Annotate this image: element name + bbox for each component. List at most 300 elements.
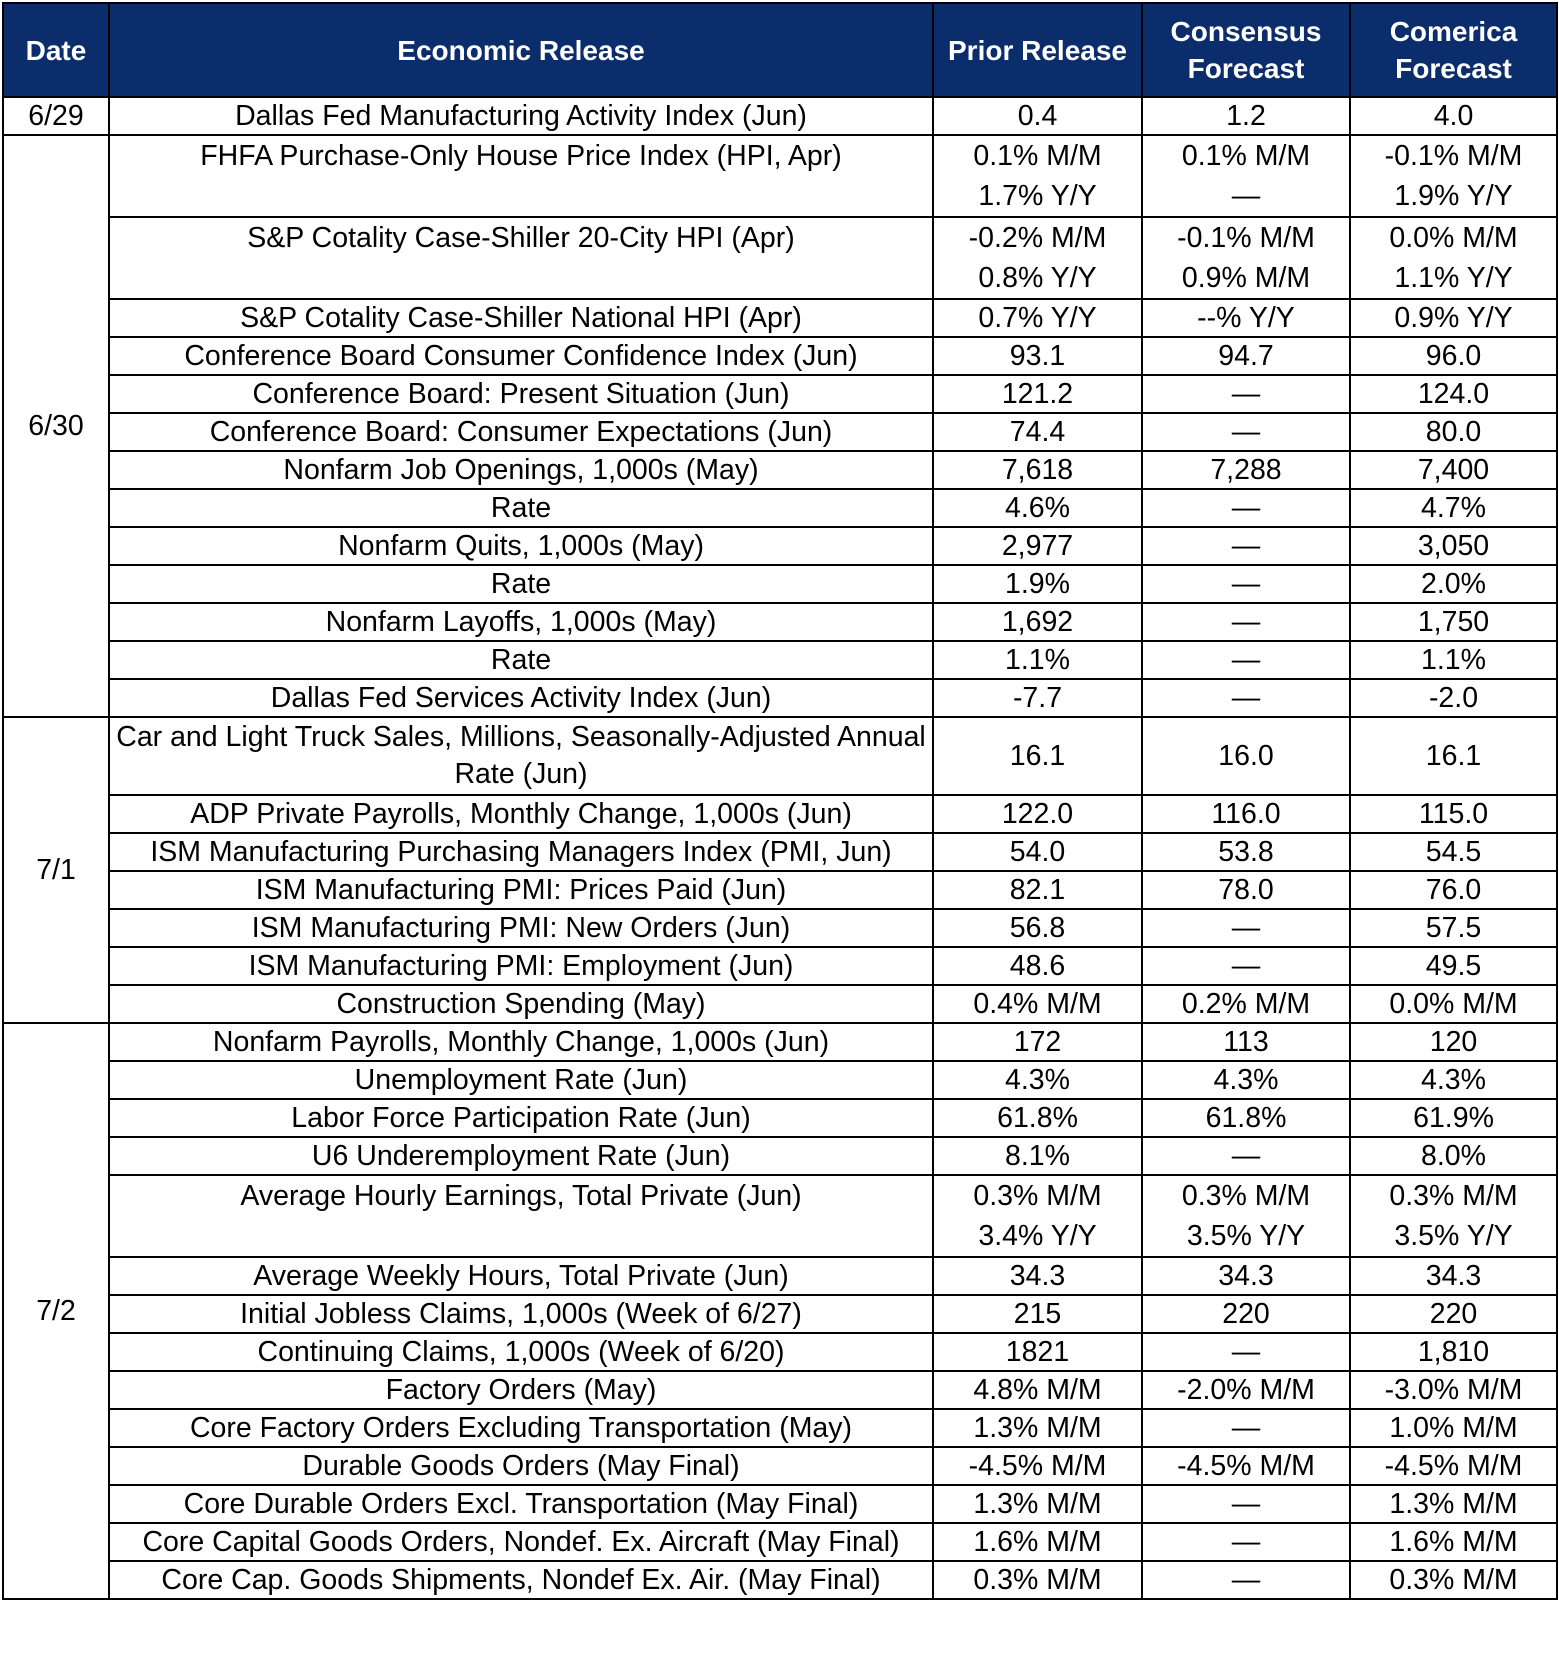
comerica-value-cell [1350,909,1557,947]
comerica-value: 96.0 [1425,340,1482,372]
table-row [3,1447,1557,1485]
header-consensus-forecast: Consensus Forecast [1142,3,1350,97]
release-name: Core Durable Orders Excl. Transportation (May Final) [183,1488,859,1520]
prior-value: 61.8% [997,1102,1078,1134]
prior-value: 7,618 [1001,454,1074,486]
consensus-value-cell [1142,795,1350,833]
table-row [3,717,1557,795]
table-row [3,1023,1557,1061]
comerica-value-cell [1350,985,1557,1023]
comerica-value: 1.0% M/M [1389,1412,1518,1444]
table-row [3,217,1557,299]
release-name-cell [109,413,933,451]
comerica-value-cell [1350,871,1557,909]
date-cell: 6/30 [3,135,109,717]
table-row [3,1175,1557,1257]
release-name: Unemployment Rate (Jun) [354,1064,688,1096]
release-name-cell [109,1333,933,1371]
consensus-value: — [1231,1564,1261,1596]
release-name: Conference Board: Consumer Expectations (Jun) [209,416,833,448]
release-name: S&P Cotality Case-Shiller National HPI (Apr) [240,302,802,334]
prior-value-cell [933,909,1142,947]
comerica-value: 54.5 [1425,836,1482,868]
prior-value: 1.1% [1005,644,1070,676]
comerica-value-cell [1350,1447,1557,1485]
prior-value-cell [933,603,1142,641]
prior-value: 122.0 [1001,798,1074,830]
release-name: Car and Light Truck Sales, Millions, Seasonally-Adjusted Annual Rate (Jun) [116,721,926,790]
prior-value-cell [933,795,1142,833]
table-row [3,871,1557,909]
header-row [3,3,1557,97]
header-comerica-forecast: Comerica Forecast [1350,3,1557,97]
prior-value-cell [933,871,1142,909]
comerica-value: 4.3% [1421,1064,1486,1096]
table-row [3,1257,1557,1295]
consensus-value-cell [1142,451,1350,489]
prior-value: 2,977 [1001,530,1074,562]
comerica-value-cell [1350,1099,1557,1137]
consensus-value: 61.8% [1205,1102,1287,1134]
release-name: Nonfarm Payrolls, Monthly Change, 1,000s (Jun) [212,1026,830,1058]
release-name-cell [109,947,933,985]
comerica-value: 57.5 [1425,912,1482,944]
prior-value-cell [933,1333,1142,1371]
consensus-value-cell [1142,1099,1350,1137]
consensus-value-cell [1142,413,1350,451]
consensus-value-cell [1142,217,1350,299]
prior-value: 48.6 [1009,950,1066,982]
comerica-value-cell [1350,679,1557,717]
release-name-cell [109,795,933,833]
comerica-value: 1.6% M/M [1389,1526,1518,1558]
comerica-value: 8.0% [1421,1140,1486,1172]
prior-value: 1.3% M/M [973,1488,1102,1520]
date-cell: 7/1 [3,717,109,1023]
release-name-cell [109,565,933,603]
consensus-value: 16.0 [1218,739,1274,772]
header-economic-release: Economic Release [109,3,933,97]
prior-value: -4.5% M/M [968,1450,1107,1482]
consensus-value: — [1231,1488,1261,1520]
release-name: Initial Jobless Claims, 1,000s (Week of 6/27) [240,1298,802,1330]
comerica-value-cell [1350,1333,1557,1371]
date-cell: 7/2 [3,1023,109,1599]
release-name-cell [109,1175,933,1257]
table-row [3,909,1557,947]
table-row [3,1523,1557,1561]
prior-value: 1.9% [1005,568,1070,600]
prior-value: 0.1% M/M [973,140,1102,172]
consensus-value-cell [1142,1485,1350,1523]
prior-value-cell [933,679,1142,717]
prior-value-cell [933,1561,1142,1599]
consensus-value: — [1231,1336,1261,1368]
comerica-value-cell [1350,1371,1557,1409]
consensus-value-cell [1142,641,1350,679]
comerica-value-cell [1350,1061,1557,1099]
table-row [3,1409,1557,1447]
consensus-value: — [1231,606,1261,638]
comerica-value-cell [1350,1257,1557,1295]
comerica-value-cell [1350,451,1557,489]
comerica-value: 3.5% Y/Y [1394,1220,1513,1252]
release-name: Nonfarm Layoffs, 1,000s (May) [325,606,717,638]
prior-value: 82.1 [1009,874,1066,906]
consensus-value-cell [1142,1257,1350,1295]
release-name: ISM Manufacturing PMI: New Orders (Jun) [251,912,791,944]
consensus-value: -2.0% M/M [1177,1374,1315,1406]
prior-value-cell [933,135,1142,217]
release-name: ISM Manufacturing PMI: Prices Paid (Jun) [255,874,787,906]
table-body [3,97,1557,1599]
consensus-value-cell [1142,717,1350,795]
prior-value-cell [933,985,1142,1023]
comerica-value-cell [1350,1523,1557,1561]
prior-value-cell [933,1137,1142,1175]
table-row [3,565,1557,603]
table-row [3,1099,1557,1137]
consensus-value-cell [1142,1409,1350,1447]
consensus-value-cell [1142,565,1350,603]
release-name: Average Hourly Earnings, Total Private (Jun) [240,1180,802,1212]
prior-value: 4.8% M/M [973,1374,1102,1406]
release-name: Factory Orders (May) [385,1374,657,1406]
consensus-value: 0.3% M/M [1181,1180,1311,1212]
prior-value: 121.2 [1001,378,1074,410]
release-name: Rate [490,644,552,676]
release-name-cell [109,679,933,717]
comerica-value-cell [1350,1137,1557,1175]
release-name: U6 Underemployment Rate (Jun) [311,1140,731,1172]
prior-value: 1821 [1005,1336,1070,1368]
table-row [3,337,1557,375]
prior-value-cell [933,1371,1142,1409]
prior-value: -0.2% M/M [968,222,1107,254]
prior-value-cell [933,1485,1142,1523]
comerica-value: 4.7% [1421,492,1486,524]
table-row [3,299,1557,337]
release-name-cell [109,603,933,641]
comerica-value-cell [1350,1561,1557,1599]
release-name: Dallas Fed Services Activity Index (Jun) [270,682,772,714]
prior-value: 0.4 [1017,100,1058,132]
consensus-value: — [1231,378,1261,410]
release-name-cell [109,717,933,795]
release-name: Core Factory Orders Excluding Transportation (May) [189,1412,853,1444]
consensus-value-cell [1142,527,1350,565]
prior-value-cell [933,1523,1142,1561]
release-name-cell [109,1137,933,1175]
prior-value-cell [933,1295,1142,1333]
prior-value: 8.1% [1005,1140,1070,1172]
table-row [3,947,1557,985]
prior-value-cell [933,337,1142,375]
release-name-cell [109,337,933,375]
prior-value-cell [933,1447,1142,1485]
consensus-value-cell [1142,1523,1350,1561]
comerica-value: 120 [1429,1026,1478,1058]
prior-value: 1.6% M/M [973,1526,1102,1558]
prior-value: 4.6% [1005,492,1070,524]
comerica-value: 7,400 [1417,454,1490,486]
prior-value-cell [933,299,1142,337]
prior-value-cell [933,717,1142,795]
release-name-cell [109,299,933,337]
release-name-cell [109,1023,933,1061]
consensus-value-cell [1142,97,1350,135]
consensus-value: 113 [1223,1026,1269,1058]
comerica-value-cell [1350,795,1557,833]
comerica-value: -3.0% M/M [1384,1374,1523,1406]
release-name-cell [109,985,933,1023]
comerica-value: 16.1 [1425,739,1482,772]
release-name: Continuing Claims, 1,000s (Week of 6/20) [257,1336,785,1368]
release-name-cell [109,451,933,489]
prior-value: 1,692 [1001,606,1074,638]
table-row [3,489,1557,527]
comerica-value-cell [1350,1023,1557,1061]
comerica-value-cell [1350,217,1557,299]
release-name: ADP Private Payrolls, Monthly Change, 1,000s (Jun) [190,798,852,830]
prior-value: 54.0 [1009,836,1066,868]
table-row [3,1061,1557,1099]
consensus-value-cell [1142,909,1350,947]
table-row [3,375,1557,413]
consensus-value-cell [1142,1061,1350,1099]
table-row [3,1561,1557,1599]
release-name-cell [109,1099,933,1137]
release-name-cell [109,1371,933,1409]
comerica-value-cell [1350,97,1557,135]
comerica-value: -0.1% M/M [1384,140,1523,172]
release-name-cell [109,1295,933,1333]
prior-value-cell [933,1023,1142,1061]
table-row [3,413,1557,451]
table-row [3,833,1557,871]
consensus-value: — [1231,1140,1261,1172]
release-name-cell [109,489,933,527]
table-row [3,795,1557,833]
release-name-cell [109,1447,933,1485]
release-name: Labor Force Participation Rate (Jun) [291,1102,751,1134]
prior-value-cell [933,489,1142,527]
consensus-value: 3.5% Y/Y [1186,1220,1306,1252]
comerica-value-cell [1350,641,1557,679]
comerica-value: 1,810 [1417,1336,1490,1368]
comerica-value: -2.0 [1428,682,1479,714]
release-name: Nonfarm Quits, 1,000s (May) [338,530,704,562]
release-name: ISM Manufacturing PMI: Employment (Jun) [248,950,794,982]
release-name-cell [109,871,933,909]
comerica-value: 124.0 [1417,378,1490,410]
consensus-value-cell [1142,679,1350,717]
comerica-value: -4.5% M/M [1384,1450,1523,1482]
release-name: Core Cap. Goods Shipments, Nondef Ex. Air. (May Final) [161,1564,881,1596]
consensus-value: — [1231,644,1261,676]
consensus-value-cell [1142,871,1350,909]
consensus-value-cell [1142,985,1350,1023]
header-prior-release: Prior Release [933,3,1142,97]
consensus-value: — [1231,912,1261,944]
comerica-value-cell [1350,603,1557,641]
consensus-value: — [1231,180,1261,212]
release-name-cell [109,1561,933,1599]
table-row [3,603,1557,641]
comerica-value-cell [1350,489,1557,527]
release-name: Average Weekly Hours, Total Private (Jun) [253,1260,789,1292]
table-row [3,135,1557,217]
release-name: Conference Board: Present Situation (Jun) [252,378,790,410]
release-name: Construction Spending (May) [336,988,706,1020]
comerica-value: 1.1% [1421,644,1486,676]
consensus-value-cell [1142,299,1350,337]
consensus-value: 94.7 [1218,340,1274,372]
consensus-value-cell [1142,489,1350,527]
table-row [3,1371,1557,1409]
prior-value-cell [933,527,1142,565]
table-row [3,1137,1557,1175]
comerica-value-cell [1350,375,1557,413]
consensus-value-cell [1142,603,1350,641]
release-name: Nonfarm Job Openings, 1,000s (May) [283,454,759,486]
comerica-value: 0.0% M/M [1389,222,1518,254]
consensus-value: 220 [1222,1298,1270,1330]
release-name-cell [109,217,933,299]
consensus-value: -0.1% M/M [1177,222,1315,254]
prior-value: -7.7 [1012,682,1063,714]
release-name: Rate [490,492,552,524]
prior-value: 0.4% M/M [973,988,1102,1020]
prior-value: 0.8% Y/Y [978,262,1097,294]
prior-value: 4.3% [1005,1064,1070,1096]
comerica-value: 0.3% M/M [1389,1564,1518,1596]
release-name: S&P Cotality Case-Shiller 20-City HPI (Apr) [247,222,795,254]
consensus-value: — [1231,1526,1261,1558]
prior-value: 74.4 [1009,416,1066,448]
comerica-value: 220 [1429,1298,1478,1330]
consensus-value: 7,288 [1210,454,1282,486]
consensus-value-cell [1142,833,1350,871]
consensus-value-cell [1142,1333,1350,1371]
table-row [3,1485,1557,1523]
consensus-value: 4.3% [1213,1064,1279,1096]
release-name-cell [109,375,933,413]
prior-value: 16.1 [1009,739,1066,772]
header-date: Date [3,3,109,97]
comerica-value-cell [1350,1409,1557,1447]
comerica-value-cell [1350,135,1557,217]
prior-value-cell [933,1099,1142,1137]
consensus-value-cell [1142,1371,1350,1409]
prior-value-cell [933,1409,1142,1447]
consensus-value-cell [1142,375,1350,413]
prior-value: 56.8 [1009,912,1066,944]
consensus-value: — [1231,1412,1261,1444]
table-row [3,97,1557,135]
comerica-value-cell [1350,565,1557,603]
release-name: Conference Board Consumer Confidence Index (Jun) [184,340,858,372]
prior-value-cell [933,641,1142,679]
table-row [3,1295,1557,1333]
prior-value: 0.3% M/M [973,1564,1102,1596]
prior-value-cell [933,1257,1142,1295]
consensus-value: 0.1% M/M [1181,140,1311,172]
release-name: Durable Goods Orders (May Final) [302,1450,740,1482]
prior-value-cell [933,217,1142,299]
comerica-value-cell [1350,1485,1557,1523]
consensus-value-cell [1142,1561,1350,1599]
prior-value-cell [933,833,1142,871]
comerica-value: 1.9% Y/Y [1394,180,1513,212]
consensus-value: — [1231,530,1261,562]
comerica-value-cell [1350,337,1557,375]
comerica-value: 1.1% Y/Y [1394,262,1513,294]
prior-value: 93.1 [1009,340,1066,372]
consensus-value: -4.5% M/M [1177,1450,1315,1482]
comerica-value: 76.0 [1425,874,1482,906]
consensus-value-cell [1142,1295,1350,1333]
consensus-value: 53.8 [1218,836,1274,868]
table-row [3,679,1557,717]
comerica-value: 61.9% [1413,1102,1494,1134]
consensus-value: — [1231,682,1261,714]
prior-value-cell [933,451,1142,489]
economic-release-table [2,2,1558,1600]
consensus-value: 0.9% M/M [1181,262,1311,294]
prior-value-cell [933,1061,1142,1099]
release-name-cell [109,641,933,679]
comerica-value: 80.0 [1425,416,1482,448]
consensus-value: — [1231,950,1261,982]
prior-value-cell [933,947,1142,985]
consensus-value: 78.0 [1218,874,1274,906]
release-name-cell [109,135,933,217]
comerica-value: 1.3% M/M [1389,1488,1518,1520]
comerica-value-cell [1350,833,1557,871]
comerica-value-cell [1350,1175,1557,1257]
release-name-cell [109,909,933,947]
comerica-value: 34.3 [1425,1260,1482,1292]
release-name-cell [109,1061,933,1099]
date-cell: 6/29 [3,97,109,135]
comerica-value: 3,050 [1417,530,1490,562]
prior-value: 0.7% Y/Y [978,302,1097,334]
comerica-value: 49.5 [1425,950,1482,982]
comerica-value: 0.3% M/M [1389,1180,1518,1212]
release-name-cell [109,833,933,871]
table-row [3,527,1557,565]
consensus-value-cell [1142,1137,1350,1175]
comerica-value-cell [1350,1295,1557,1333]
prior-value-cell [933,97,1142,135]
consensus-value-cell [1142,337,1350,375]
consensus-value-cell [1142,135,1350,217]
prior-value-cell [933,1175,1142,1257]
comerica-value-cell [1350,527,1557,565]
consensus-value: 116.0 [1211,798,1281,830]
consensus-value: — [1231,492,1261,524]
prior-value: 215 [1013,1298,1062,1330]
consensus-value: --% Y/Y [1197,302,1295,334]
release-name: Rate [490,568,552,600]
consensus-value: 34.3 [1218,1260,1274,1292]
release-name: ISM Manufacturing Purchasing Managers Index (PMI, Jun) [150,836,892,868]
release-name: FHFA Purchase-Only House Price Index (HPI, Apr) [200,140,842,172]
prior-value: 0.3% M/M [973,1180,1102,1212]
consensus-value-cell [1142,1175,1350,1257]
release-name-cell [109,1257,933,1295]
